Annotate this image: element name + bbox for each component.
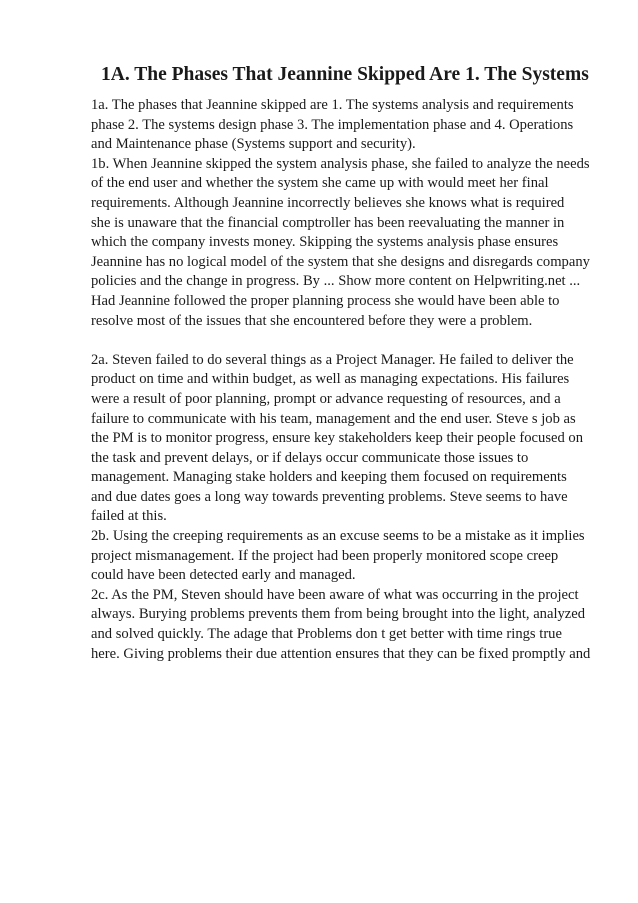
paragraph-line: Jeannine has no logical model of the system that she designs and disregards company	[91, 253, 590, 270]
paragraph-line: she is unaware that the financial comptroller has been reevaluating the manner in	[91, 214, 565, 231]
paragraph-2a	[91, 351, 598, 527]
paragraph-line: and solved quickly. The adage that Problems don t get better with time rings true	[91, 626, 562, 643]
paragraph-line: management. Managing stake holders and keeping them focused on requirements	[91, 469, 567, 486]
paragraph-line: 2a. Steven failed to do several things as a Project Manager. He failed to deliver the	[91, 351, 574, 368]
paragraph-line: product on time and within budget, as well as managing expectations. His failures	[91, 371, 570, 388]
paragraph-gap	[91, 331, 598, 351]
paragraph-line: failed at this.	[91, 508, 167, 525]
paragraph-line: 1b. When Jeannine skipped the system analysis phase, she failed to analyze the needs	[91, 155, 590, 172]
paragraph-line: and due dates goes a long way towards preventing problems. Steve seems to have	[91, 488, 568, 505]
paragraph-line: 2c. As the PM, Steven should have been aware of what was occurring in the project	[91, 586, 579, 603]
paragraph-line: here. Giving problems their due attention ensures that they can be fixed promptly and	[91, 645, 591, 662]
paragraph-line: resolve most of the issues that she encountered before they were a problem.	[91, 312, 533, 329]
paragraph-line: 1a. The phases that Jeannine skipped are 1. The systems analysis and requirements	[91, 97, 574, 113]
paragraph-2b	[91, 527, 598, 586]
paragraph-line: requirements. Although Jeannine incorrectly believes she knows what is required	[91, 194, 565, 211]
paragraph-line: of the end user and whether the system she came up with would meet her final	[91, 175, 549, 192]
paragraph-line: the task and prevent delays, or if delays occur communicate those issues to	[91, 449, 529, 466]
paragraph-line: failure to communicate with his team, management and the end user. Steve s job as	[91, 410, 576, 427]
paragraph-line: policies and the change in progress. By ... Show more content on Helpwriting.net ...	[91, 273, 581, 290]
paragraph-1a	[91, 96, 598, 155]
paragraph-line: Had Jeannine followed the proper planning process she would have been able to	[91, 292, 560, 309]
paragraph-line: 2b. Using the creeping requirements as an excuse seems to be a mistake as it implies	[91, 528, 585, 545]
paragraph-line: were a result of poor planning, prompt or advance requesting of resources, and a	[91, 390, 561, 407]
paragraph-line: the PM is to monitor progress, ensure key stakeholders keep their people focused on	[91, 430, 584, 447]
paragraph-2c	[91, 586, 598, 664]
document-title: 1A. The Phases That Jeannine Skipped Are 1. The Systems	[101, 64, 589, 85]
paragraph-line: phase 2. The systems design phase 3. The implementation phase and 4. Operations	[91, 116, 574, 133]
paragraph-line: and Maintenance phase (Systems support and security).	[91, 136, 416, 153]
paragraph-1b	[91, 155, 598, 331]
paragraph-line: which the company invests money. Skipping the systems analysis phase ensures	[91, 234, 559, 251]
paragraph-line: could have been detected early and managed.	[91, 567, 356, 584]
paragraph-line: always. Burying problems prevents them from being brought into the light, analyzed	[91, 606, 586, 623]
paragraph-line: project mismanagement. If the project had been properly monitored scope creep	[91, 547, 559, 564]
